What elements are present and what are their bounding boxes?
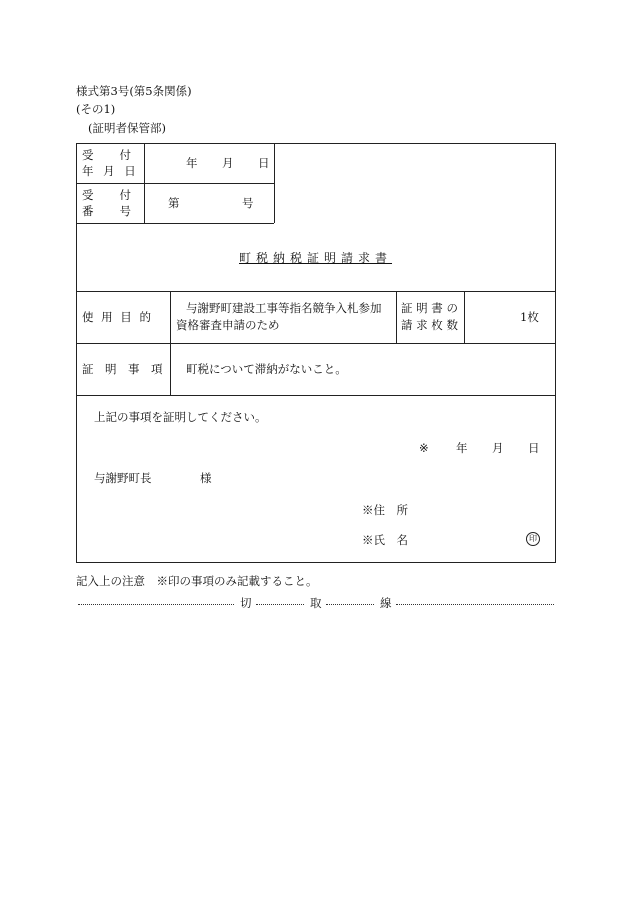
request-date-year: 年 bbox=[456, 441, 468, 455]
copies-label-line2: 請 求 枚 数 bbox=[401, 318, 458, 332]
divider bbox=[274, 143, 275, 223]
receipt-number-go: 号 bbox=[242, 196, 254, 210]
divider bbox=[76, 183, 274, 184]
cut-line-segment bbox=[326, 604, 374, 605]
purpose-text-line1: 与謝野町建設工事等指名競争入札参加 bbox=[186, 301, 382, 315]
divider bbox=[464, 291, 465, 343]
divider bbox=[396, 291, 397, 343]
receipt-date-day: 日 bbox=[258, 156, 270, 170]
document-title: 町税納税証明請求書 bbox=[239, 251, 393, 265]
receipt-number-dai: 第 bbox=[168, 196, 180, 210]
divider bbox=[76, 395, 556, 396]
receipt-number-label-line1: 受 付 bbox=[82, 188, 132, 202]
copies-value: 1枚 bbox=[520, 310, 539, 324]
receipt-number-label-line2: 番 号 bbox=[82, 204, 132, 218]
cut-line-label-2: 取 bbox=[310, 596, 322, 610]
request-date-mark: ※ bbox=[419, 441, 429, 455]
receipt-date-label-line1: 受 付 bbox=[82, 148, 132, 162]
keeper-note: (証明者保管部) bbox=[88, 121, 166, 135]
cert-label: 証 明 事 項 bbox=[82, 362, 163, 376]
divider bbox=[170, 291, 171, 395]
cut-line-segment bbox=[256, 604, 304, 605]
divider bbox=[76, 343, 556, 344]
cut-line-label-3: 線 bbox=[380, 596, 392, 610]
addressee: 与謝野町長 bbox=[94, 471, 152, 485]
cert-text: 町税について滞納がないこと。 bbox=[186, 362, 347, 376]
form-number: 様式第3号(第5条関係) bbox=[76, 84, 192, 98]
divider bbox=[76, 291, 556, 292]
purpose-text-line2: 資格審査申請のため bbox=[176, 318, 280, 332]
form-part: (その1) bbox=[76, 102, 116, 116]
name-label: ※氏 名 bbox=[362, 533, 408, 547]
request-text: 上記の事項を証明してください。 bbox=[94, 410, 267, 424]
receipt-date-month: 月 bbox=[222, 156, 234, 170]
copies-label-line1: 証 明 書 の bbox=[401, 301, 458, 315]
purpose-label: 使 用 目 的 bbox=[82, 310, 153, 324]
request-date-month: 月 bbox=[492, 441, 504, 455]
cut-line-segment bbox=[78, 604, 234, 605]
form-frame bbox=[76, 143, 556, 563]
cut-line-segment bbox=[396, 604, 554, 605]
seal-mark: 印 bbox=[526, 532, 540, 546]
address-label: ※住 所 bbox=[362, 503, 408, 517]
cut-line-label-1: 切 bbox=[240, 596, 252, 610]
addressee-honorific: 様 bbox=[200, 471, 212, 485]
receipt-date-year: 年 bbox=[186, 156, 198, 170]
receipt-date-label-line2: 年 月 日 bbox=[82, 164, 139, 178]
divider bbox=[76, 223, 274, 224]
entry-note: 記入上の注意 ※印の事項のみ記載すること。 bbox=[76, 574, 318, 588]
request-date-day: 日 bbox=[528, 441, 540, 455]
